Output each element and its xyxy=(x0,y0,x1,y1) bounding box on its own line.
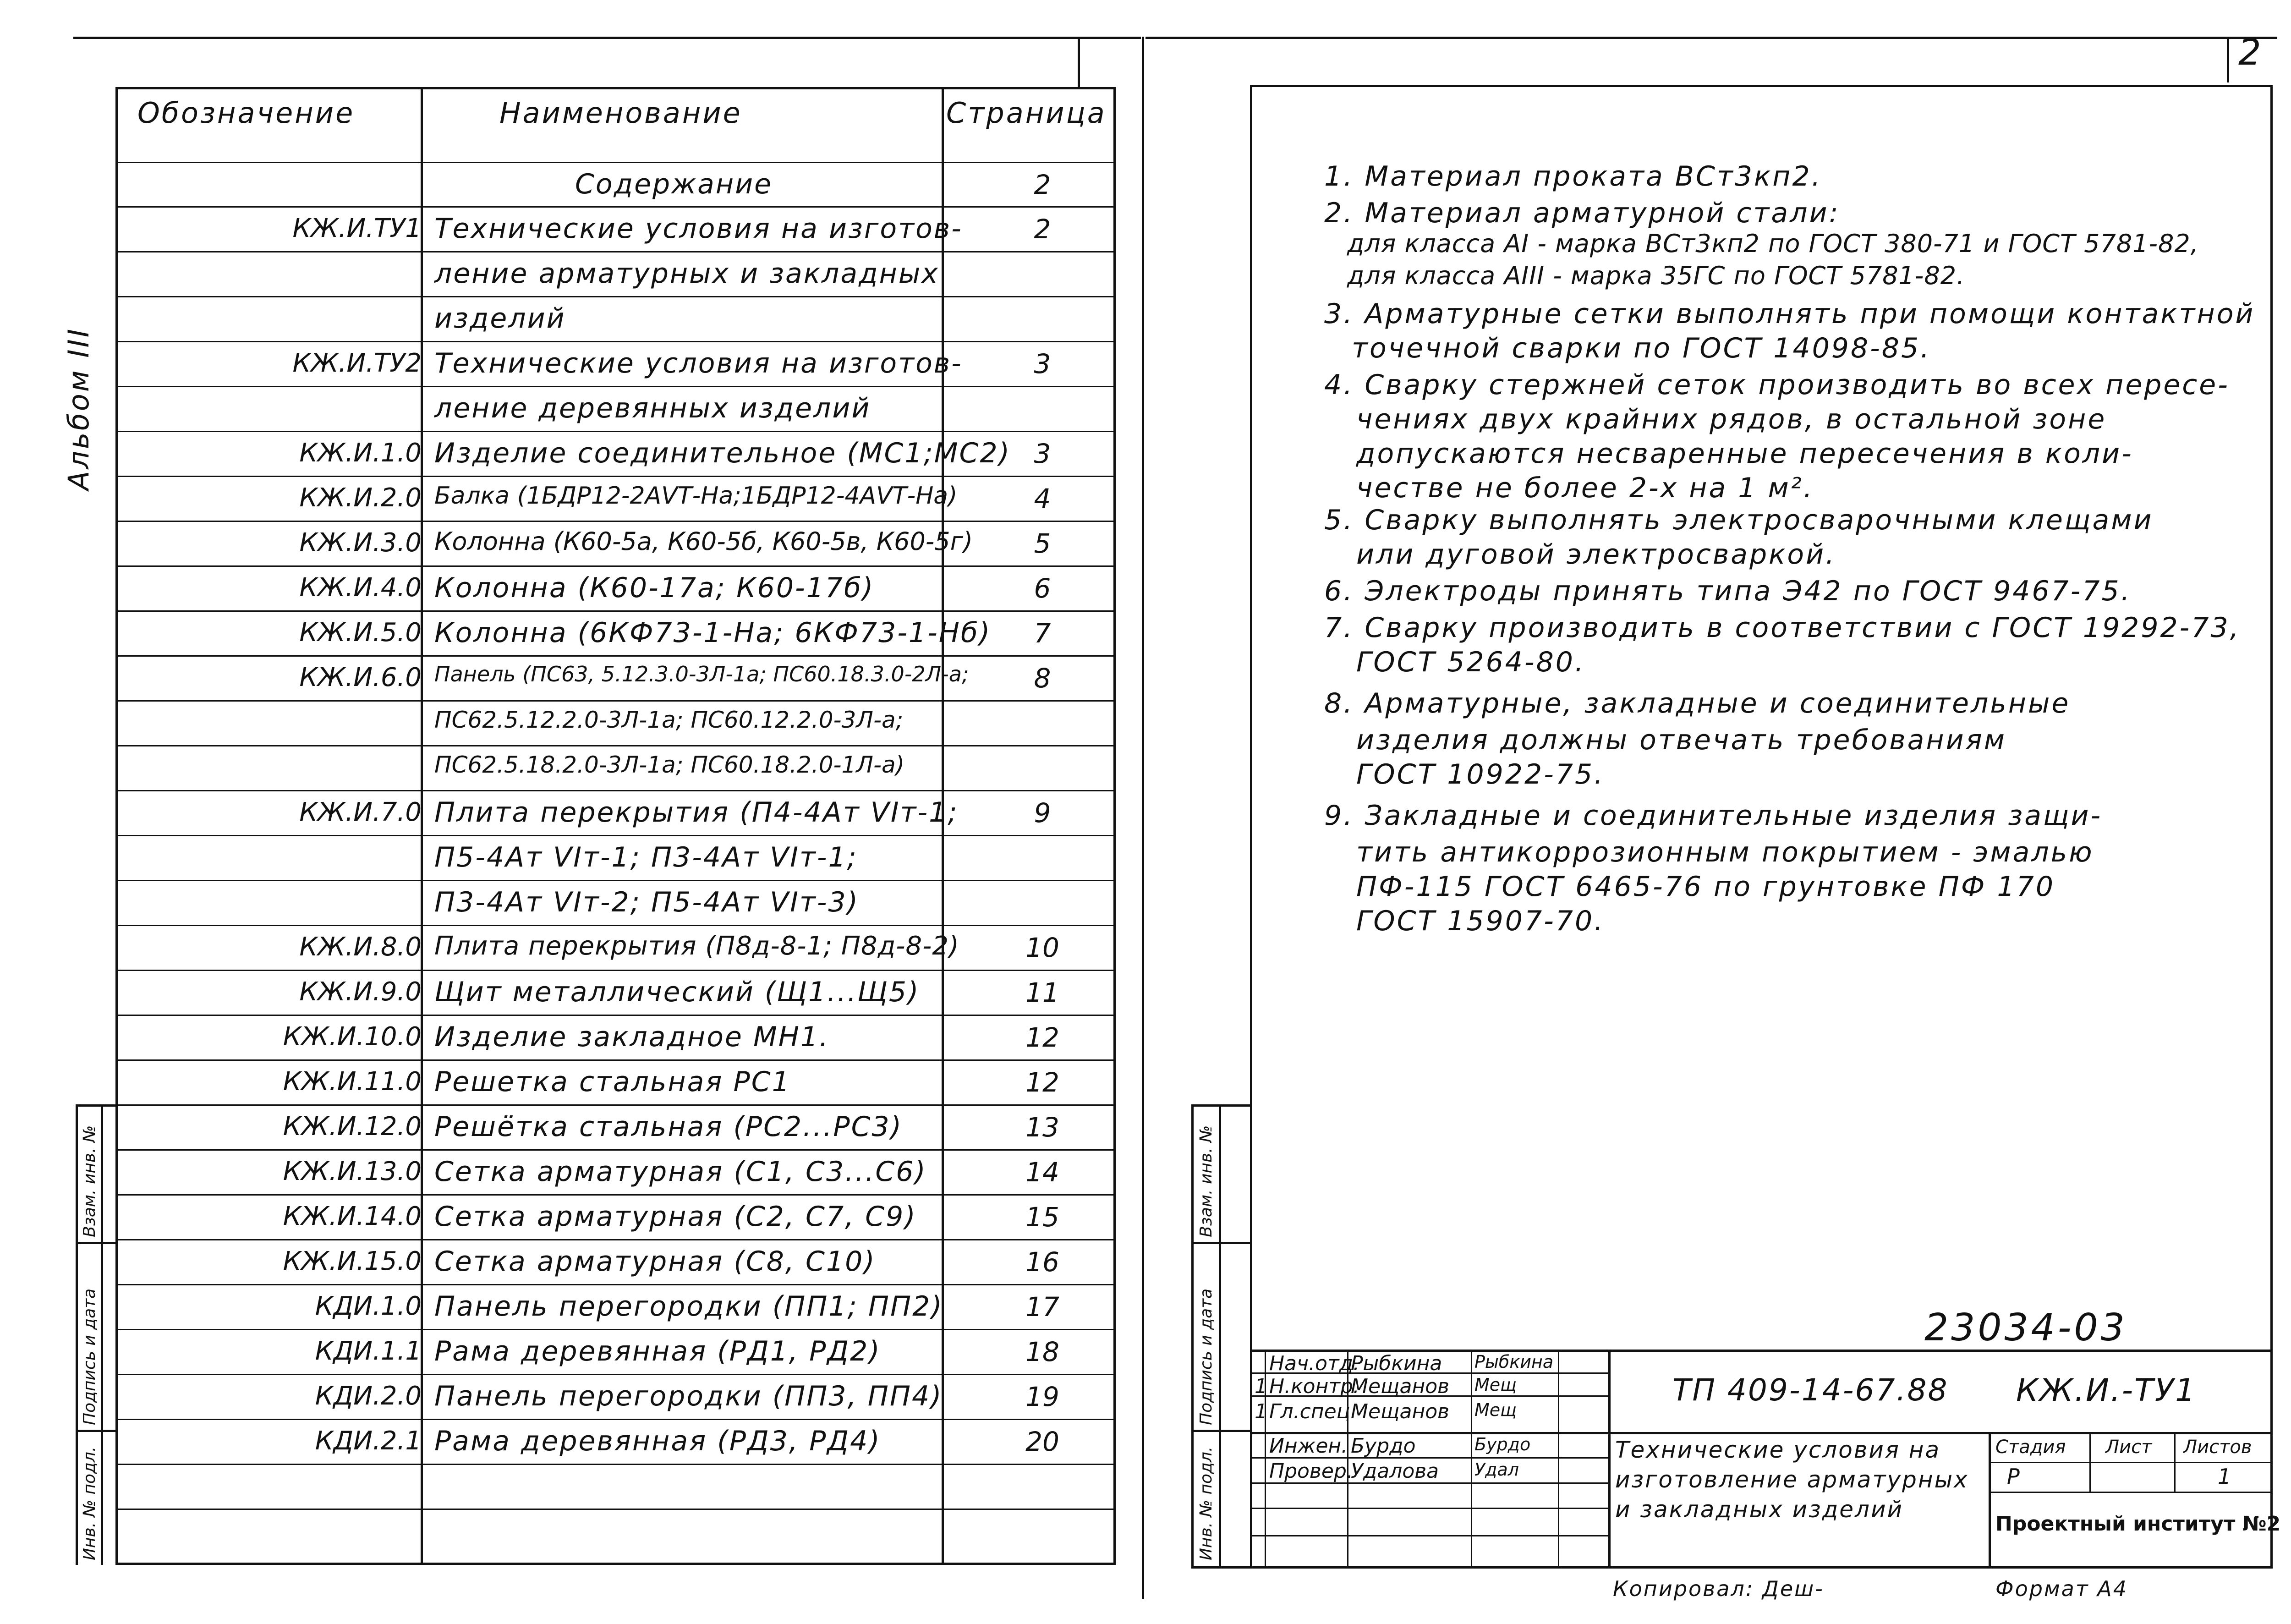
row-code: КДИ.1.0 xyxy=(315,1291,422,1321)
table-row xyxy=(117,701,1113,746)
row-code: КЖ.И.12.0 xyxy=(283,1112,422,1141)
note-line: ГОСТ 5264-80. xyxy=(1356,646,1586,678)
row-name: Сетка арматурная (С2, С7, С9) xyxy=(434,1201,917,1233)
row-code: КЖ.И.3.0 xyxy=(299,528,422,558)
signature: Мещ xyxy=(1474,1400,1517,1420)
table-row xyxy=(117,566,1113,611)
tb-col-line xyxy=(1608,1350,1611,1567)
right-top-border xyxy=(1146,37,2277,39)
sig-rev: 1 xyxy=(1255,1375,1267,1398)
right-strip-top xyxy=(1191,1104,1251,1107)
row-code: КЖ.И.5.0 xyxy=(299,618,422,647)
sheets-value: 1 xyxy=(2218,1464,2231,1489)
row-name: Колонна (К60-5а, К60-5б, К60-5в, К60-5г) xyxy=(434,527,973,556)
side-label-inventory: Инв. № подл. xyxy=(1197,1446,1216,1560)
row-page: 8 xyxy=(1034,663,1051,694)
frame-bottom xyxy=(1191,1566,2273,1569)
frame-right xyxy=(2270,85,2273,1567)
table-row xyxy=(117,656,1113,701)
row-page: 3 xyxy=(1034,348,1051,379)
tb-row-line xyxy=(1251,1535,1608,1536)
sig-role: Инжен. xyxy=(1269,1434,1348,1458)
row-name: ление арматурных и закладных xyxy=(434,258,939,290)
note-line: чениях двух крайних рядов, в остальной зоне xyxy=(1356,403,2107,435)
row-page: 17 xyxy=(1025,1291,1059,1322)
doc-title-line: изготовление арматурных xyxy=(1615,1466,1969,1493)
row-page: 15 xyxy=(1025,1202,1059,1233)
row-code: КЖ.И.11.0 xyxy=(283,1067,422,1097)
row-code: КЖ.И.9.0 xyxy=(299,977,422,1007)
sig-name: Мещанов xyxy=(1351,1375,1450,1398)
row-name: Балка (1БДР12-2АVТ-На;1БДР12-4АVТ-На) xyxy=(434,482,958,510)
row-code: КЖ.И.13.0 xyxy=(283,1157,422,1186)
side-label-signature: Подпись и дата xyxy=(80,1288,99,1425)
table-right-border xyxy=(1113,87,1116,1565)
row-name: ление деревянных изделий xyxy=(434,392,871,424)
table-row xyxy=(117,971,1113,1015)
tb-col-line xyxy=(2089,1432,2091,1492)
row-page: 13 xyxy=(1025,1112,1059,1143)
row-name: Содержание xyxy=(575,168,773,200)
note-line: ГОСТ 15907-70. xyxy=(1356,905,1605,937)
doc-title-line: и закладных изделий xyxy=(1615,1496,1903,1523)
row-page: 18 xyxy=(1025,1336,1059,1367)
tb-col-line xyxy=(2174,1432,2176,1492)
row-page: 12 xyxy=(1025,1022,1059,1053)
row-name: Сетка арматурная (С8, С10) xyxy=(434,1245,876,1278)
side-label-inventory: Инв. № подл. xyxy=(80,1446,99,1560)
table-row xyxy=(117,881,1113,926)
stage-value: Р xyxy=(2007,1464,2020,1489)
album-label: Альбом III xyxy=(62,327,95,490)
sig-role: Нач.отд. xyxy=(1269,1352,1359,1375)
note-line: 3. Арматурные сетки выполнять при помощи контактной xyxy=(1324,298,2255,330)
table-row xyxy=(117,1195,1113,1240)
note-line: 1. Материал проката ВСт3кп2. xyxy=(1324,160,1822,192)
note-line: или дуговой электросваркой. xyxy=(1356,538,1836,571)
side-label-replacement: Взам. инв. № xyxy=(1197,1125,1216,1237)
row-name: Технические условия на изготов- xyxy=(434,347,963,379)
table-row xyxy=(117,1330,1113,1375)
table-row xyxy=(117,1465,1113,1509)
tb-col-line xyxy=(1471,1350,1472,1567)
row-name: П5-4Ат VIт-1; П3-4Ат VIт-1; xyxy=(434,841,858,873)
row-name: Щит металлический (Щ1...Щ5) xyxy=(434,976,920,1008)
sig-rev: 1 xyxy=(1255,1400,1267,1423)
archive-number: 23034-03 xyxy=(1924,1306,2127,1350)
row-page: 14 xyxy=(1025,1157,1059,1188)
row-page: 10 xyxy=(1025,932,1059,963)
note-line: для класса АIII - марка 35ГС по ГОСТ 5781-82. xyxy=(1347,261,1965,290)
note-line: честве не более 2-х на 1 м². xyxy=(1356,472,1814,504)
row-name: Плита перекрытия (П4-4Ат VIт-1; xyxy=(434,796,959,828)
row-name: П3-4Ат VIт-2; П5-4Ат VIт-3) xyxy=(434,886,860,918)
left-strip-border xyxy=(76,1104,78,1565)
row-page: 4 xyxy=(1034,483,1051,514)
note-line: 6. Электроды принять типа Э42 по ГОСТ 9467-75. xyxy=(1324,575,2132,607)
side-label-signature: Подпись и дата xyxy=(1197,1288,1216,1425)
table-row xyxy=(117,926,1113,971)
format-label: Формат А4 xyxy=(1995,1576,2128,1601)
row-code: КДИ.1.1 xyxy=(315,1336,422,1366)
note-line: допускаются несваренные пересечения в коли- xyxy=(1356,438,2133,470)
table-row xyxy=(117,252,1113,297)
note-line: 7. Сварку производить в соответствии с ГОСТ 19292-73, xyxy=(1324,612,2241,644)
left-strip-sep xyxy=(76,1430,117,1432)
note-line: 4. Сварку стержней сеток производить во всех пересе- xyxy=(1324,369,2230,401)
copied-by: Копировал: Деш- xyxy=(1613,1576,1824,1601)
sig-role: Н.контр. xyxy=(1269,1375,1359,1398)
row-name: Сетка арматурная (С1, С3...С6) xyxy=(434,1156,927,1188)
row-code: КЖ.И.14.0 xyxy=(283,1202,422,1231)
row-page: 2 xyxy=(1034,214,1051,245)
row-page: 6 xyxy=(1034,573,1051,604)
table-row xyxy=(117,746,1113,791)
row-name: Панель перегородки (ПП3, ПП4) xyxy=(434,1380,943,1412)
signature: Мещ xyxy=(1474,1375,1517,1395)
table-row xyxy=(117,1420,1113,1465)
table-row xyxy=(117,1285,1113,1330)
table-row xyxy=(117,1015,1113,1060)
note-line: ГОСТ 10922-75. xyxy=(1356,758,1605,790)
row-name: Изделие закладное МН1. xyxy=(434,1021,830,1053)
doc-title-line: Технические условия на xyxy=(1615,1437,1941,1463)
right-strip-sep xyxy=(1191,1430,1251,1432)
table-row xyxy=(117,297,1113,342)
table-row xyxy=(117,611,1113,656)
note-line: для класса АI - марка ВСт3кп2 по ГОСТ 380-71 и ГОСТ 5781-82, xyxy=(1347,229,2199,258)
doc-code: КЖ.И.-ТУ1 xyxy=(2016,1372,2197,1409)
frame-left xyxy=(1250,85,1252,1567)
row-page: 12 xyxy=(1025,1067,1059,1098)
note-line: 5. Сварку выполнять электросварочными клещами xyxy=(1324,504,2154,536)
table-row xyxy=(117,342,1113,387)
right-strip-border xyxy=(1191,1104,1194,1567)
row-code: КЖ.И.ТУ1 xyxy=(292,214,422,243)
row-name: Изделие соединительное (МС1;МС2) xyxy=(434,437,1011,469)
table-row xyxy=(117,163,1113,208)
table-row xyxy=(117,1240,1113,1285)
row-code: КЖ.И.6.0 xyxy=(299,663,422,692)
sig-role: Провер. xyxy=(1269,1459,1353,1483)
row-page: 3 xyxy=(1034,438,1051,469)
stage-label: Стадия xyxy=(1995,1437,2066,1458)
row-name: Рама деревянная (РД3, РД4) xyxy=(434,1425,881,1457)
note-line: 9. Закладные и соединительные изделия защи- xyxy=(1324,800,2103,832)
row-name: Рама деревянная (РД1, РД2) xyxy=(434,1335,881,1367)
table-row xyxy=(117,791,1113,836)
sig-name: Удалова xyxy=(1351,1459,1439,1483)
header-page: Страница xyxy=(946,96,1107,130)
tb-col-line xyxy=(1558,1350,1559,1567)
note-line: 2. Материал арматурной стали: xyxy=(1324,197,1840,229)
row-name: Плита перекрытия (П8д-8-1; П8д-8-2) xyxy=(434,931,959,961)
corner-tick xyxy=(1078,37,1080,89)
row-name: ПС62.5.12.2.0-3Л-1а; ПС60.12.2.0-3Л-а; xyxy=(434,707,904,733)
left-strip-sep xyxy=(76,1242,117,1244)
note-line: точечной сварки по ГОСТ 14098-85. xyxy=(1352,332,1931,364)
row-code: КЖ.И.15.0 xyxy=(283,1246,422,1276)
row-page: 16 xyxy=(1025,1246,1059,1278)
row-name: Панель перегородки (ПП1; ПП2) xyxy=(434,1290,943,1322)
row-page: 5 xyxy=(1034,528,1051,559)
signature: Бурдо xyxy=(1474,1434,1531,1454)
row-code: КЖ.И.ТУ2 xyxy=(292,348,422,378)
row-code: КДИ.2.0 xyxy=(315,1381,422,1411)
sheet-label: Лист xyxy=(2105,1437,2152,1458)
right-strip-divider xyxy=(1219,1104,1221,1567)
row-name: Решётка стальная (РС2...РС3) xyxy=(434,1111,903,1143)
note-line: ПФ-115 ГОСТ 6465-76 по грунтовке ПФ 170 xyxy=(1356,871,2055,903)
header-designation: Обозначение xyxy=(137,96,355,130)
table-row xyxy=(117,521,1113,566)
frame-top xyxy=(1251,85,2273,87)
sig-name: Рыбкина xyxy=(1351,1352,1442,1375)
row-name: Панель (ПС63, 5.12.3.0-3Л-1а; ПС60.18.3.0-2Л-а; xyxy=(434,662,969,686)
sig-name: Мещанов xyxy=(1351,1400,1450,1423)
left-strip-divider xyxy=(101,1104,103,1565)
signature: Удал xyxy=(1474,1459,1519,1480)
header-name: Наименование xyxy=(499,96,742,130)
table-row xyxy=(117,1150,1113,1195)
row-name: Решетка стальная РС1 xyxy=(434,1066,791,1098)
sheets-label: Листов xyxy=(2183,1437,2252,1458)
tb-row-line xyxy=(1251,1508,1608,1509)
project-code: ТП 409-14-67.88 xyxy=(1672,1372,1949,1408)
table-row xyxy=(117,387,1113,432)
row-code: КЖ.И.8.0 xyxy=(299,932,422,962)
row-name: ПС62.5.18.2.0-3Л-1а; ПС60.18.2.0-1Л-а) xyxy=(434,752,905,778)
row-name: Технические условия на изготов- xyxy=(434,213,963,245)
table-top-border xyxy=(117,87,1113,89)
sheet-number-tick xyxy=(2227,37,2229,82)
row-name: изделий xyxy=(434,302,566,335)
top-border-line xyxy=(73,37,1141,39)
left-strip-top xyxy=(76,1104,117,1107)
row-name: Колонна (К60-17а; К60-17б) xyxy=(434,572,875,604)
row-code: КЖ.И.7.0 xyxy=(299,797,422,827)
page-fold-line xyxy=(1142,37,1144,1599)
table-row xyxy=(117,207,1113,252)
sig-name: Бурдо xyxy=(1351,1434,1416,1458)
row-page: 2 xyxy=(1034,169,1051,200)
row-page: 9 xyxy=(1034,797,1051,828)
sig-role: Гл.спец. xyxy=(1269,1400,1357,1423)
row-page: 19 xyxy=(1025,1381,1059,1412)
table-row xyxy=(117,477,1113,521)
signature: Рыбкина xyxy=(1474,1352,1554,1372)
row-code: КЖ.И.4.0 xyxy=(299,573,422,603)
table-row xyxy=(117,1060,1113,1105)
note-line: изделия должны отвечать требованиям xyxy=(1356,724,2006,756)
table-row xyxy=(117,432,1113,477)
row-page: 20 xyxy=(1025,1426,1059,1457)
row-code: КЖ.И.10.0 xyxy=(283,1022,422,1052)
table-row xyxy=(117,1105,1113,1150)
side-label-replacement: Взам. инв. № xyxy=(80,1125,99,1237)
note-line: 8. Арматурные, закладные и соединительные xyxy=(1324,687,2071,719)
table-bottom-border xyxy=(117,1563,1113,1565)
row-code: КЖ.И.1.0 xyxy=(299,438,422,468)
table-row xyxy=(117,836,1113,881)
tb-col-line xyxy=(1989,1432,1991,1567)
table-row xyxy=(117,1375,1113,1420)
row-code: КЖ.И.2.0 xyxy=(299,483,422,513)
table-row xyxy=(117,1509,1113,1554)
sheet-number: 2 xyxy=(2238,32,2261,73)
tb-stage-line2 xyxy=(1989,1492,2270,1493)
row-name: Колонна (6КФ73-1-На; 6КФ73-1-Нб) xyxy=(434,617,992,649)
row-page: 11 xyxy=(1025,977,1059,1008)
tb-stage-line xyxy=(1989,1462,2270,1463)
row-code: КДИ.2.1 xyxy=(315,1426,422,1456)
note-line: тить антикоррозионным покрытием - эмалью xyxy=(1356,836,2094,868)
organization: Проектный институт №2 xyxy=(1995,1512,2281,1536)
row-page: 7 xyxy=(1034,618,1051,649)
right-strip-sep xyxy=(1191,1242,1251,1244)
